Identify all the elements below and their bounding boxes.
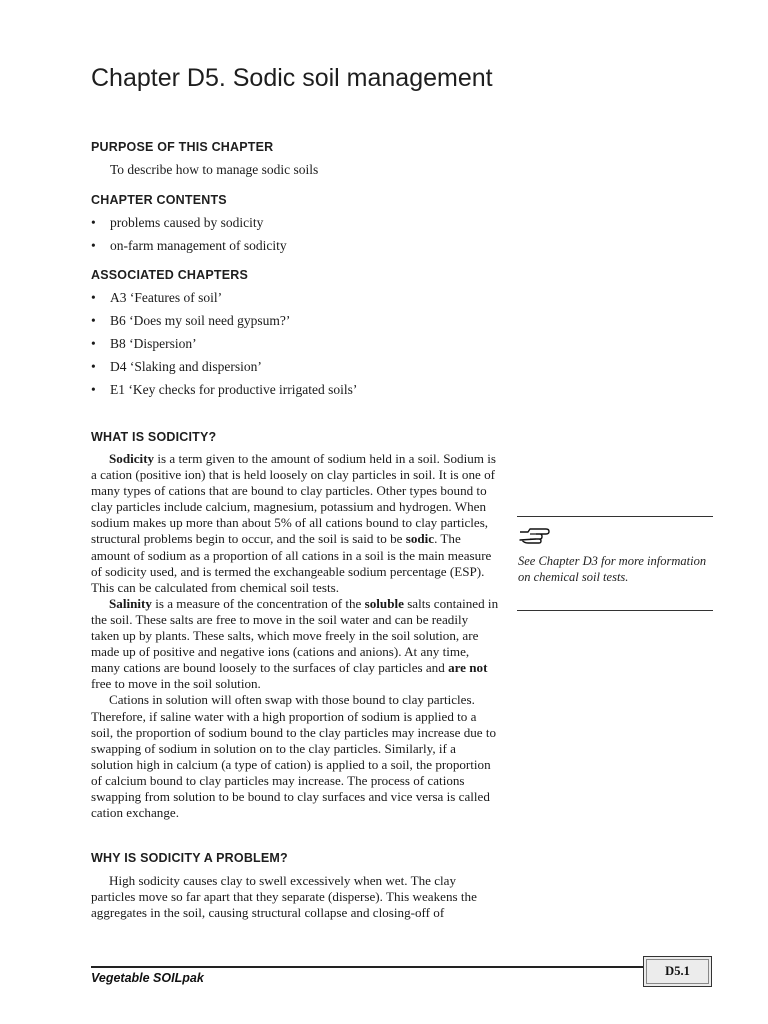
term-sodic: sodic <box>405 531 435 547</box>
list-item: • D4 ‘Slaking and dispersion’ <box>91 359 357 382</box>
text-run: salts contained in the soil. These salts are free to move in the soil water and can be readily taken up by plants. These salts, which move freely in the soil solution, are made up of positive and negative ions (cations and anions). At any time, many cations are bound loosely to the surfaces of clay particles and <box>91 595 499 676</box>
why-problem-body <box>91 873 499 921</box>
text-run: . The amount of sodium as a proportion of all cations in a soil is the main measure of sodicity used, and is termed the exchangeable sodium percentage (ESP). This can be calculated from chemical soil tests. <box>91 531 492 595</box>
paragraph: Cations in solution will often swap with those bound to clay particles. Therefore, if saline water with a high proportion of sodium is applied to a soil, the proportion of sodium bound to the clay particles may increase due to swapping of sodium in solution on to the clay particles. Similarly, if a solution high in calcium (a type of cation) is applied to a soil, the proportion of calcium bound to clay particles may increase. The process of cations swapping from solution to be bound to clay surfaces and vice versa is called cation exchange. <box>91 692 497 821</box>
paragraph <box>91 596 499 693</box>
associated-heading: ASSOCIATED CHAPTERS <box>91 268 249 282</box>
side-note-bottom-rule <box>517 610 713 611</box>
list-item: • E1 ‘Key checks for productive irrigated soils’ <box>91 382 357 405</box>
list-item: • problems caused by sodicity <box>91 215 287 238</box>
associated-list <box>91 290 357 405</box>
term-sodicity: Sodicity <box>109 451 155 466</box>
list-item: • on-farm management of sodicity <box>91 238 287 261</box>
list-item: • B6 ‘Does my soil need gypsum?’ <box>91 313 357 336</box>
purpose-text: To describe how to manage sodic soils <box>110 162 319 177</box>
page-number: D5.1 <box>665 964 690 978</box>
what-is-body <box>91 451 499 821</box>
text-run: free to move in the soil solution. <box>91 676 261 692</box>
why-problem-heading: WHY IS SODICITY A PROBLEM? <box>91 851 288 865</box>
text-run: is a term given to the amount of sodium held in a soil. Sodium is a cation (positive ion) that is held loosely on clay particles in soil. It is one of many types of cations that are bound to clay particles. Other types bound to clay particles include calcium, magnesium, potassium and hydrogen. When sodium makes up more than about 5% of all cations bound to clay particles, structural problems begin to occur, and the soil is said to be <box>91 451 496 547</box>
pointing-hand-icon <box>518 524 550 546</box>
text-run: is a measure of the concentration of the <box>151 595 365 611</box>
contents-list <box>91 215 287 261</box>
list-item: • A3 ‘Features of soil’ <box>91 290 357 313</box>
side-note-text: See Chapter D3 for more information on chemical soil tests. <box>518 554 707 584</box>
contents-heading: CHAPTER CONTENTS <box>91 193 227 207</box>
footer-publication: Vegetable SOILpak <box>91 971 204 985</box>
paragraph <box>91 451 499 596</box>
term-salinity: Salinity <box>109 595 152 611</box>
page-number-tab <box>643 956 712 987</box>
term-soluble: soluble <box>364 595 404 611</box>
what-is-heading: WHAT IS SODICITY? <box>91 430 217 444</box>
term-are-not: are not <box>448 660 488 676</box>
page-title: Chapter D5. Sodic soil management <box>91 64 493 92</box>
list-item: • B8 ‘Dispersion’ <box>91 336 357 359</box>
footer-rule <box>91 966 643 968</box>
purpose-heading: PURPOSE OF THIS CHAPTER <box>91 140 274 154</box>
side-note-top-rule <box>517 516 713 517</box>
paragraph: High sodicity causes clay to swell excessively when wet. The clay particles move so far apart that they separate (disperse). This weakens the aggregates in the soil, causing structural collapse and closing-off of <box>91 873 477 921</box>
